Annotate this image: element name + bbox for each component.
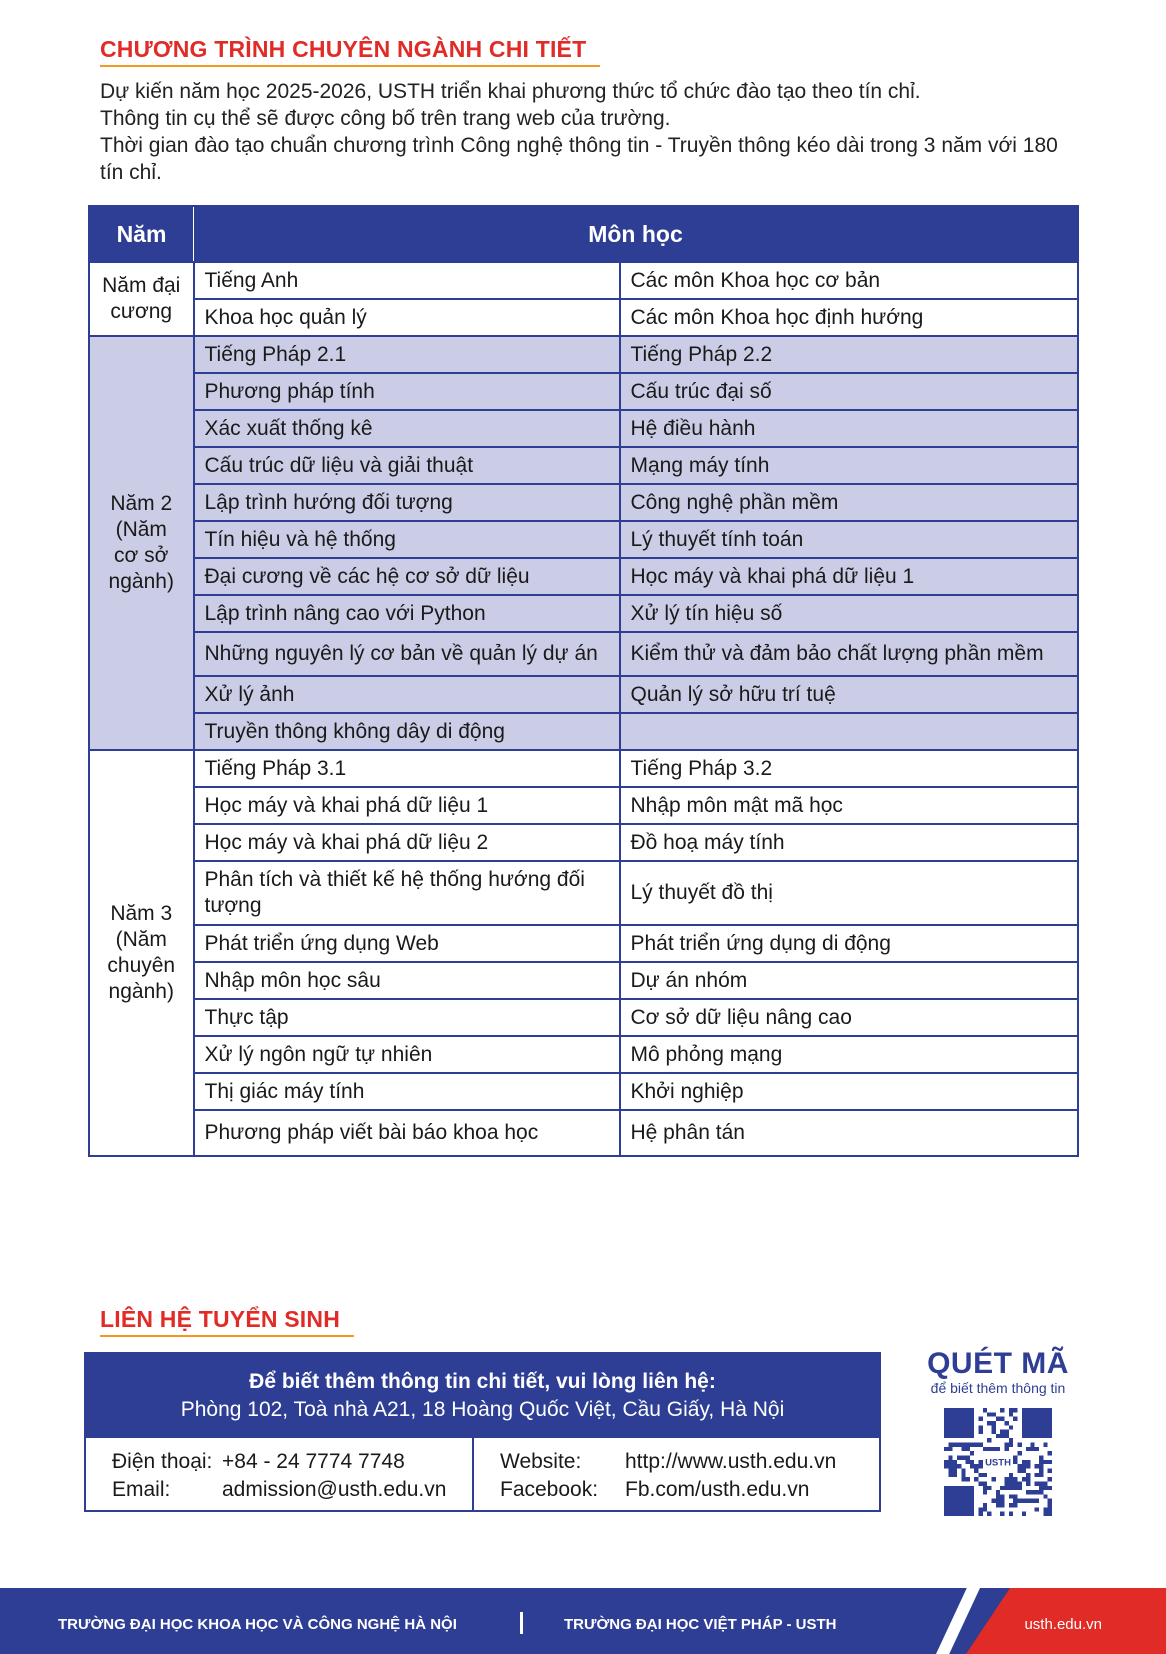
subject-cell: Dự án nhóm [620, 962, 1079, 999]
table-row [89, 447, 1078, 484]
table-row [89, 1110, 1078, 1156]
subject-cell: Mô phỏng mạng [620, 1036, 1079, 1073]
subject-cell: Quản lý sở hữu trí tuệ [620, 676, 1079, 713]
table-row [89, 861, 1078, 925]
website-label: Website: [500, 1450, 582, 1473]
intro-line: Thời gian đào tạo chuẩn chương trình Công nghệ thông tin - Truyền thông kéo dài trong 3 năm với 180 tín chỉ. [100, 134, 1058, 184]
subject-cell: Phát triển ứng dụng Web [194, 925, 620, 962]
header-subjects: Môn học [194, 206, 1079, 262]
table-row [89, 299, 1078, 336]
subject-cell: Xử lý ảnh [194, 676, 620, 713]
subject-cell: Học máy và khai phá dữ liệu 1 [620, 558, 1079, 595]
footer-band [0, 1588, 1166, 1654]
table-row [89, 632, 1078, 676]
qr-title: QUÉT MÃ [927, 1347, 1069, 1380]
year-label: Năm 2 (Năm cơ sở ngành) [89, 336, 194, 750]
contact-right-column [474, 1438, 879, 1510]
subject-cell: Mạng máy tính [620, 447, 1079, 484]
footer-university-name: TRƯỜNG ĐẠI HỌC KHOA HỌC VÀ CÔNG NGHỆ HÀ NỘI [58, 1616, 457, 1633]
subject-cell: Lập trình hướng đối tượng [194, 484, 620, 521]
subject-cell: Truyền thông không dây di động [194, 713, 620, 750]
subject-cell: Tiếng Pháp 3.2 [620, 750, 1079, 787]
subject-cell: Hệ phân tán [620, 1110, 1079, 1156]
admissions-contact-title: LIÊN HỆ TUYỂN SINH [100, 1306, 354, 1337]
table-row [89, 925, 1078, 962]
table-header-row [89, 206, 1078, 262]
qr-code-icon[interactable] [944, 1408, 1052, 1516]
table-row [89, 713, 1078, 750]
subject-cell: Tiếng Pháp 2.1 [194, 336, 620, 373]
intro-line: Thông tin cụ thể sẽ được công bố trên trang web của trường. [100, 107, 671, 130]
table-row [89, 484, 1078, 521]
subject-cell: Phát triển ứng dụng di động [620, 925, 1079, 962]
subject-cell: Thị giác máy tính [194, 1073, 620, 1110]
table-row [89, 750, 1078, 787]
contact-box [84, 1352, 881, 1512]
subject-cell: Các môn Khoa học cơ bản [620, 262, 1079, 299]
table-row [89, 1036, 1078, 1073]
table-row [89, 373, 1078, 410]
subject-cell: Học máy và khai phá dữ liệu 2 [194, 824, 620, 861]
contact-address: Phòng 102, Toà nhà A21, 18 Hoàng Quốc Việt, Cầu Giấy, Hà Nội [180, 1398, 785, 1421]
table-row [89, 558, 1078, 595]
website-link[interactable]: http://www.usth.edu.vn [625, 1450, 837, 1473]
subject-cell: Phương pháp viết bài báo khoa học [194, 1110, 620, 1156]
contact-left-column [86, 1438, 474, 1510]
subject-cell: Cấu trúc đại số [620, 373, 1079, 410]
subject-cell: Tín hiệu và hệ thống [194, 521, 620, 558]
table-row [89, 1073, 1078, 1110]
subject-cell: Khởi nghiệp [620, 1073, 1079, 1110]
qr-logo-text: USTH [985, 1457, 1011, 1469]
contact-heading: Để biết thêm thông tin chi tiết, vui lòng liên hệ: [249, 1370, 716, 1393]
header-year: Năm [89, 206, 194, 262]
subject-cell: Tiếng Pháp 2.2 [620, 336, 1079, 373]
subject-cell: Lý thuyết đồ thị [620, 861, 1079, 925]
table-row [89, 521, 1078, 558]
subject-cell: Xác xuất thống kê [194, 410, 620, 447]
footer-website[interactable]: usth.edu.vn [1024, 1616, 1102, 1633]
curriculum-table [88, 205, 1079, 1157]
subject-cell: Những nguyên lý cơ bản về quản lý dự án [194, 632, 620, 676]
table-row [89, 962, 1078, 999]
table-row [89, 336, 1078, 373]
subject-cell: Phân tích và thiết kế hệ thống hướng đối tượng [194, 861, 620, 925]
subject-cell: Các môn Khoa học định hướng [620, 299, 1079, 336]
facebook-link[interactable]: Fb.com/usth.edu.vn [625, 1478, 810, 1501]
email-label: Email: [112, 1478, 171, 1501]
subject-cell: Cấu trúc dữ liệu và giải thuật [194, 447, 620, 484]
table-row [89, 787, 1078, 824]
table-row [89, 595, 1078, 632]
subject-cell: Lập trình nâng cao với Python [194, 595, 620, 632]
curriculum-title: CHƯƠNG TRÌNH CHUYÊN NGÀNH CHI TIẾT [100, 36, 600, 67]
subject-cell: Đồ hoạ máy tính [620, 824, 1079, 861]
subject-cell: Nhập môn học sâu [194, 962, 620, 999]
subject-cell: Phương pháp tính [194, 373, 620, 410]
intro-text [100, 78, 1060, 186]
table-row [89, 262, 1078, 299]
table-row [89, 824, 1078, 861]
year-label: Năm 3 (Năm chuyên ngành) [89, 750, 194, 1156]
contact-header [86, 1354, 879, 1438]
footer-usth-name: TRƯỜNG ĐẠI HỌC VIỆT PHÁP - USTH [564, 1616, 837, 1633]
table-row [89, 676, 1078, 713]
email-value[interactable]: admission@usth.edu.vn [222, 1478, 447, 1501]
table-body [89, 262, 1078, 1156]
subject-cell [620, 713, 1079, 750]
intro-line: Dự kiến năm học 2025-2026, USTH triển khai phương thức tổ chức đào tạo theo tín chỉ. [100, 80, 921, 103]
subject-cell: Khoa học quản lý [194, 299, 620, 336]
subject-cell: Công nghệ phần mềm [620, 484, 1079, 521]
subject-cell: Tiếng Pháp 3.1 [194, 750, 620, 787]
subject-cell: Đại cương về các hệ cơ sở dữ liệu [194, 558, 620, 595]
facebook-label: Facebook: [500, 1478, 599, 1501]
subject-cell: Thực tập [194, 999, 620, 1036]
phone-label: Điện thoại: [112, 1450, 213, 1473]
year-label: Năm đại cương [89, 262, 194, 336]
subject-cell: Hệ điều hành [620, 410, 1079, 447]
subject-cell: Nhập môn mật mã học [620, 787, 1079, 824]
qr-section [918, 1348, 1078, 1521]
subject-cell: Cơ sở dữ liệu nâng cao [620, 999, 1079, 1036]
qr-subtitle: để biết thêm thông tin [930, 1380, 1066, 1396]
subject-cell: Tiếng Anh [194, 262, 620, 299]
footer-divider [520, 1612, 523, 1634]
table-row [89, 999, 1078, 1036]
table-row [89, 410, 1078, 447]
subject-cell: Xử lý ngôn ngữ tự nhiên [194, 1036, 620, 1073]
subject-cell: Kiểm thử và đảm bảo chất lượng phần mềm [620, 632, 1079, 676]
subject-cell: Học máy và khai phá dữ liệu 1 [194, 787, 620, 824]
phone-value[interactable]: +84 - 24 7774 7748 [222, 1450, 405, 1473]
subject-cell: Lý thuyết tính toán [620, 521, 1079, 558]
subject-cell: Xử lý tín hiệu số [620, 595, 1079, 632]
